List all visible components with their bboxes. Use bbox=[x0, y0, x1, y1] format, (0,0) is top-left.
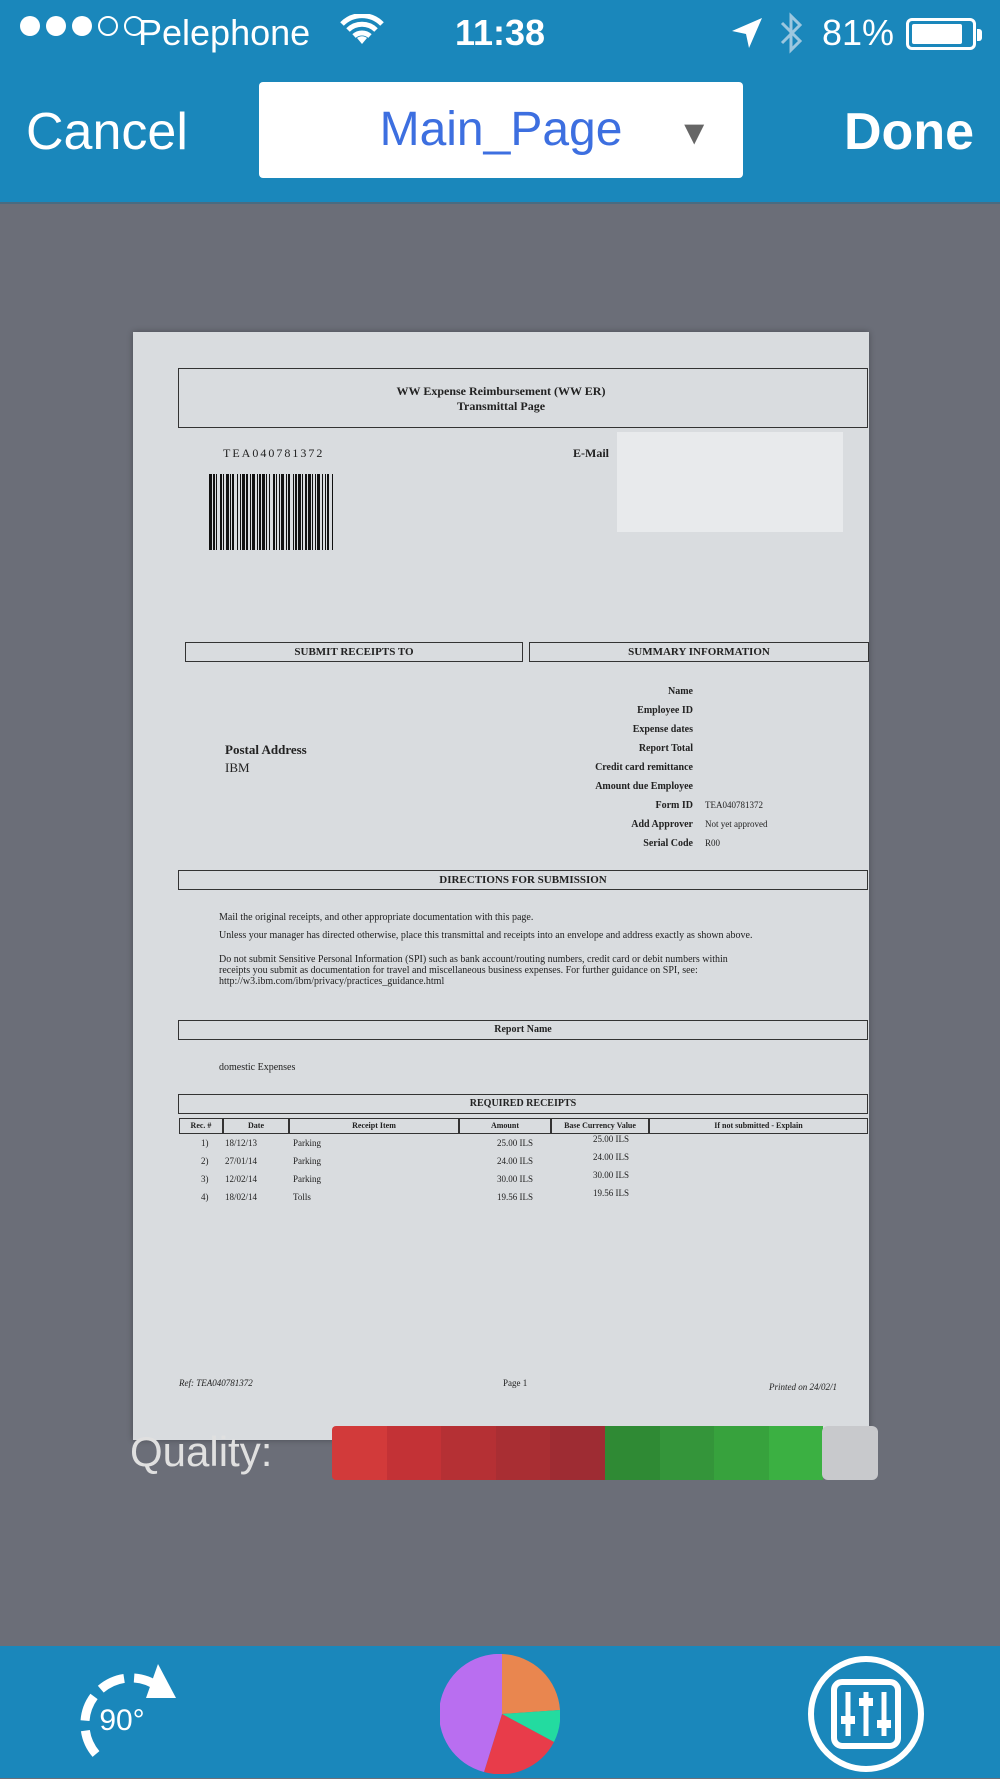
directions-line-2: Unless your manager has directed otherwise, place this transmittal and receipts into an envelope and address exactly as shown above. bbox=[219, 930, 753, 941]
dropdown-arrow-icon: ▼ bbox=[677, 114, 711, 152]
receipt-cell-amount: 25.00 ILS bbox=[497, 1138, 533, 1148]
summary-header: SUMMARY INFORMATION bbox=[628, 646, 770, 658]
adjustments-button[interactable] bbox=[806, 1654, 926, 1774]
quality-segment bbox=[332, 1426, 387, 1480]
pie-chart-icon bbox=[440, 1654, 560, 1774]
quality-meter bbox=[332, 1426, 878, 1480]
receipt-cell-item: Parking bbox=[293, 1138, 321, 1148]
directions-line-3a: Do not submit Sensitive Personal Information (SPI) such as bank account/routing numbers, credit card or debit numbers within bbox=[219, 954, 728, 965]
signal-strength-icon bbox=[20, 16, 144, 36]
quality-segment bbox=[769, 1426, 824, 1480]
summary-field-value: R00 bbox=[705, 838, 721, 848]
doc-footer-ref: Ref: TEA040781372 bbox=[179, 1378, 253, 1388]
receipt-cell-rec: 1) bbox=[201, 1138, 209, 1148]
status-bar bbox=[0, 0, 1000, 68]
bluetooth-icon bbox=[776, 12, 806, 63]
color-mode-button[interactable] bbox=[440, 1654, 560, 1774]
cancel-button[interactable]: Cancel bbox=[26, 103, 188, 161]
directions-header: DIRECTIONS FOR SUBMISSION bbox=[439, 874, 607, 886]
clock: 11:38 bbox=[454, 12, 546, 53]
doc-email-label: E-Mail bbox=[573, 446, 609, 460]
summary-field-label: Serial Code bbox=[643, 838, 693, 849]
battery-icon bbox=[906, 18, 976, 50]
receipt-cell-rec: 4) bbox=[201, 1192, 209, 1202]
receipt-cell-base: 25.00 ILS bbox=[593, 1134, 629, 1144]
quality-label: Quality: bbox=[130, 1428, 273, 1475]
quality-segment bbox=[605, 1426, 660, 1480]
scanned-document-preview[interactable] bbox=[133, 332, 869, 1440]
summary-field-label: Amount due Employee bbox=[595, 781, 693, 792]
summary-field-value: Not yet approved bbox=[705, 819, 768, 829]
summary-field-label: Expense dates bbox=[632, 724, 693, 735]
navigation-bar bbox=[0, 68, 1000, 204]
doc-footer-page: Page 1 bbox=[503, 1378, 528, 1388]
directions-line-3b: receipts you submit as documentation for travel and miscellaneous business expenses. For further guidance on SPI, see: bbox=[219, 965, 698, 976]
page-select-value: Main_Page bbox=[379, 103, 623, 156]
rotate-90-button[interactable] bbox=[66, 1654, 186, 1774]
receipts-header: REQUIRED RECEIPTS bbox=[469, 1098, 577, 1109]
receipt-cell-base: 30.00 ILS bbox=[593, 1170, 629, 1180]
doc-email-redacted bbox=[617, 432, 843, 532]
doc-form-code: TEA040781372 bbox=[223, 446, 325, 460]
location-arrow-icon bbox=[730, 16, 764, 59]
barcode-image bbox=[209, 474, 491, 550]
receipt-cell-amount: 19.56 ILS bbox=[497, 1192, 533, 1202]
rotate-label: 90° bbox=[99, 1704, 145, 1737]
postal-address-label: Postal Address bbox=[225, 742, 307, 757]
submit-receipts-header: SUBMIT RECEIPTS TO bbox=[294, 646, 414, 658]
bottom-toolbar bbox=[0, 1646, 1000, 1778]
doc-title-line2: Transmittal Page bbox=[456, 399, 546, 413]
receipt-cell-rec: 2) bbox=[201, 1156, 209, 1166]
receipt-cell-base: 19.56 ILS bbox=[593, 1188, 629, 1198]
quality-segment bbox=[660, 1426, 715, 1480]
receipt-cell-amount: 30.00 ILS bbox=[497, 1174, 533, 1184]
rotate-icon bbox=[66, 1654, 186, 1774]
receipts-column-header: Amount bbox=[459, 1118, 551, 1134]
summary-field-label: Employee ID bbox=[637, 705, 693, 716]
receipts-column-header: Base Currency Value bbox=[551, 1118, 649, 1134]
summary-field-label: Form ID bbox=[655, 800, 693, 811]
summary-field-label: Report Total bbox=[638, 743, 693, 754]
receipt-cell-date: 18/02/14 bbox=[225, 1192, 258, 1202]
directions-line-1: Mail the original receipts, and other appropriate documentation with this page. bbox=[219, 912, 534, 923]
receipts-column-header: If not submitted - Explain bbox=[649, 1118, 868, 1134]
receipt-cell-item: Tolls bbox=[293, 1192, 311, 1202]
carrier-name: Pelephone bbox=[138, 12, 311, 53]
battery-percent: 81% bbox=[822, 12, 895, 53]
receipt-cell-rec: 3) bbox=[201, 1174, 209, 1184]
quality-segment bbox=[441, 1426, 496, 1480]
page-select-dropdown[interactable] bbox=[259, 82, 743, 178]
receipt-cell-date: 27/01/14 bbox=[225, 1156, 258, 1166]
receipt-cell-item: Parking bbox=[293, 1174, 321, 1184]
summary-field-label: Credit card remittance bbox=[595, 762, 693, 773]
receipts-column-header: Date bbox=[223, 1118, 289, 1134]
wifi-icon bbox=[340, 14, 384, 57]
quality-segment bbox=[496, 1426, 551, 1480]
report-name-value: domestic Expenses bbox=[219, 1062, 296, 1073]
quality-segment bbox=[550, 1426, 605, 1480]
receipt-cell-date: 12/02/14 bbox=[225, 1174, 258, 1184]
summary-field-label: Add Approver bbox=[631, 819, 693, 830]
doc-footer-printed: Printed on 24/02/1 bbox=[769, 1382, 837, 1392]
report-name-header: Report Name bbox=[494, 1024, 552, 1035]
postal-company: IBM bbox=[225, 760, 250, 775]
receipts-column-header: Rec. # bbox=[179, 1118, 223, 1134]
quality-segment bbox=[387, 1426, 442, 1480]
receipts-column-header: Receipt Item bbox=[289, 1118, 459, 1134]
receipt-cell-date: 18/12/13 bbox=[225, 1138, 258, 1148]
quality-indicator-knob bbox=[822, 1426, 878, 1480]
directions-line-3c: http://w3.ibm.com/ibm/privacy/practices_guidance.html bbox=[219, 976, 445, 987]
summary-field-value: TEA040781372 bbox=[705, 800, 763, 810]
sliders-icon bbox=[806, 1654, 926, 1774]
summary-field-label: Name bbox=[668, 686, 693, 697]
receipt-cell-amount: 24.00 ILS bbox=[497, 1156, 533, 1166]
receipt-cell-base: 24.00 ILS bbox=[593, 1152, 629, 1162]
receipt-cell-item: Parking bbox=[293, 1156, 321, 1166]
done-button[interactable]: Done bbox=[844, 103, 974, 161]
doc-title-line1: WW Expense Reimbursement (WW ER) bbox=[396, 384, 606, 398]
quality-segment bbox=[714, 1426, 769, 1480]
